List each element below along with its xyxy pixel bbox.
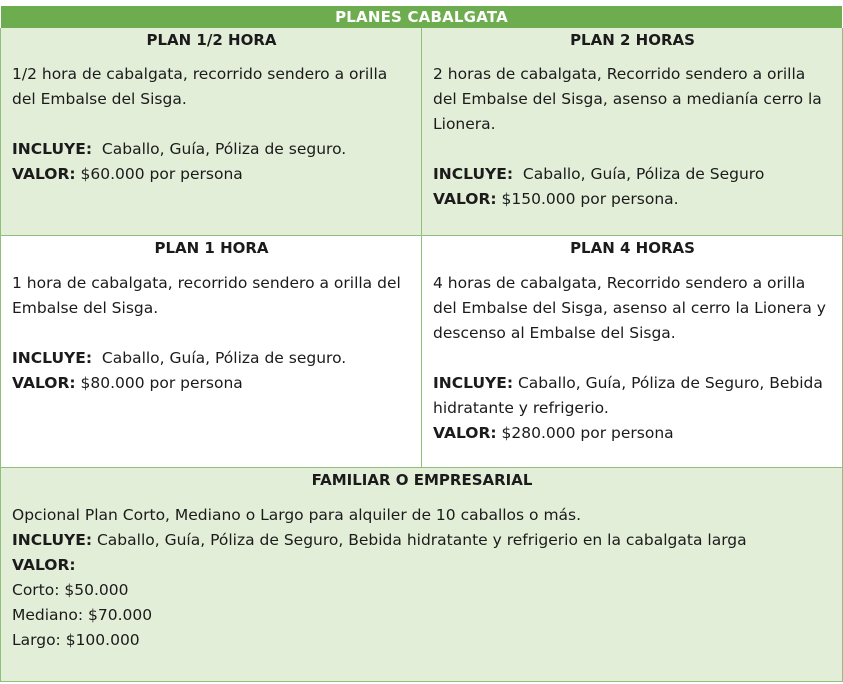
plan-title: PLAN 1/2 HORA — [146, 31, 277, 49]
plan-value: VALOR: $60.000 por persona — [12, 165, 243, 183]
price-medium: Mediano: $70.000 — [12, 606, 153, 624]
price-short: Corto: $50.000 — [12, 581, 129, 599]
plan-one-hour-cell — [0, 236, 421, 468]
plan-half-hour-cell — [0, 28, 421, 236]
plan-value: VALOR: $80.000 por persona — [12, 374, 243, 392]
family-title: FAMILIAR O EMPRESARIAL — [311, 471, 533, 489]
plan-value: VALOR: $150.000 por persona. — [433, 190, 679, 208]
plan-includes: INCLUYE: Caballo, Guía, Póliza de seguro. — [12, 140, 347, 158]
plan-description: 4 horas de cabalgata, Recorrido sendero a orilla del Embalse del Sisga, asenso al cerro la Lionera y descenso al Embalse del Sisga. — [433, 274, 826, 342]
plan-includes: INCLUYE: Caballo, Guía, Póliza de seguro. — [12, 349, 347, 367]
plan-description: 1 hora de cabalgata, recorrido sendero a orilla del Embalse del Sisga. — [12, 274, 401, 317]
price-long: Largo: $100.000 — [12, 631, 140, 649]
plan-two-hours-cell — [421, 28, 843, 236]
plan-description: 1/2 hora de cabalgata, recorrido sendero a orilla del Embalse del Sisga. — [12, 65, 388, 108]
plan-includes: INCLUYE: Caballo, Guía, Póliza de Seguro, Bebida hidratante y refrigerio. — [433, 374, 823, 417]
family-value-label: VALOR: — [12, 556, 76, 574]
family-plan-cell — [0, 468, 843, 682]
plans-table — [0, 6, 843, 682]
plan-includes: INCLUYE: Caballo, Guía, Póliza de Seguro — [433, 165, 765, 183]
family-description: Opcional Plan Corto, Mediano o Largo para alquiler de 10 caballos o más. — [12, 506, 582, 524]
plan-four-hours-cell — [421, 236, 843, 468]
plan-title: PLAN 2 HORAS — [570, 31, 695, 49]
plan-value: VALOR: $280.000 por persona — [433, 424, 674, 442]
family-includes: INCLUYE: Caballo, Guía, Póliza de Seguro, Bebida hidratante y refrigerio en la cabalgata larga — [12, 531, 747, 549]
table-header: PLANES CABALGATA — [1, 6, 842, 28]
plan-title: PLAN 4 HORAS — [570, 239, 695, 257]
plan-title: PLAN 1 HORA — [154, 239, 269, 257]
plan-description: 2 horas de cabalgata, Recorrido sendero a orilla del Embalse del Sisga, asenso a medianía cerro la Lionera. — [433, 65, 822, 133]
